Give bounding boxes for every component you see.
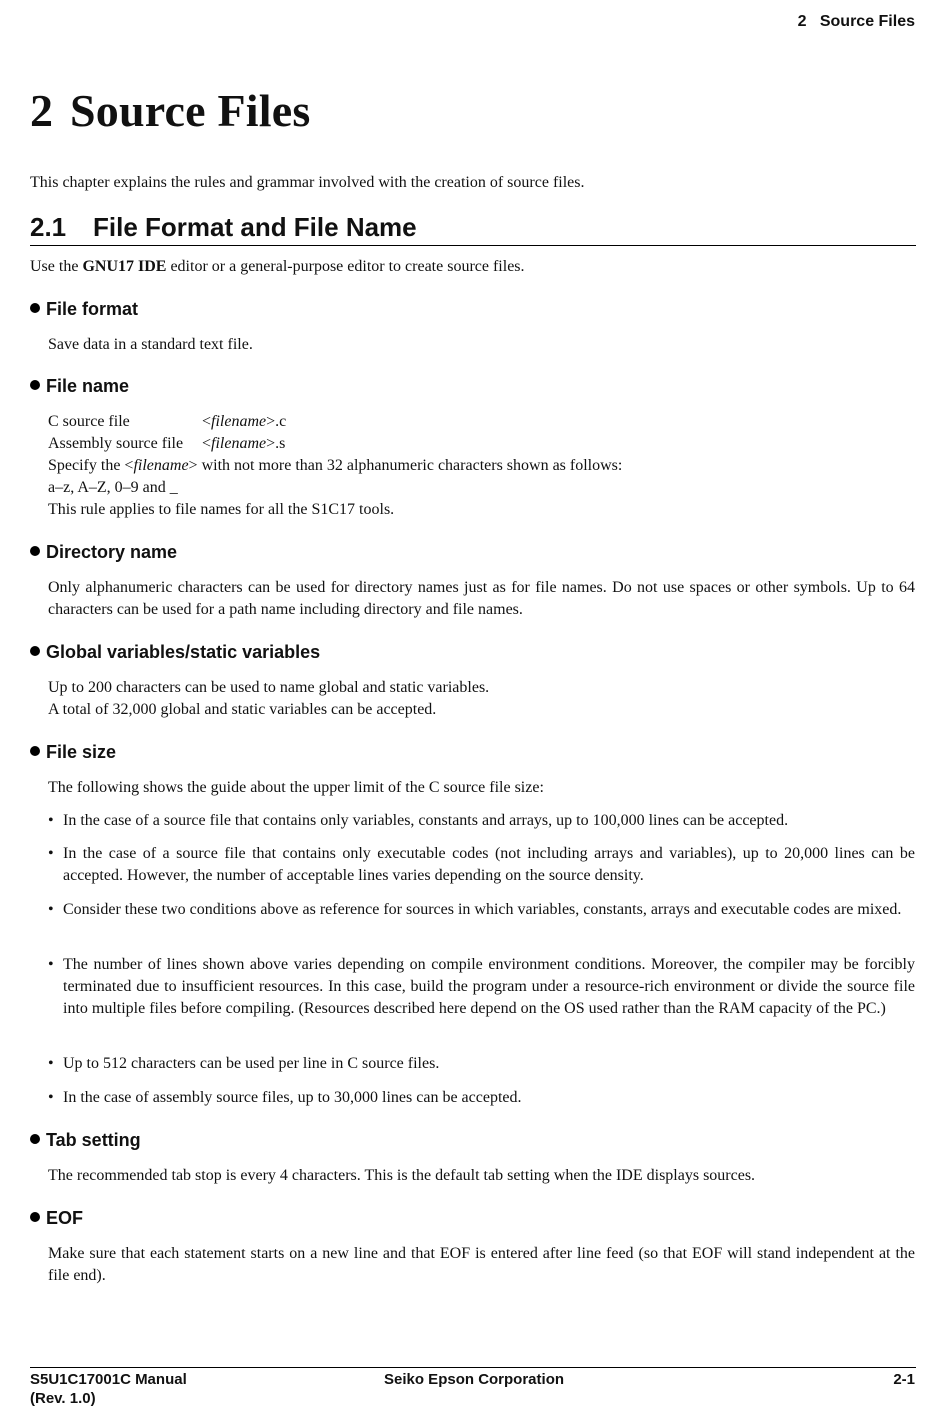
footer-manual: S5U1C17001C Manual [30, 1371, 187, 1388]
global-vars-line2: A total of 32,000 global and static variables can be accepted. [48, 701, 437, 718]
eof-heading [30, 1208, 83, 1229]
footer-page-number: 2-1 [893, 1371, 915, 1388]
chapter-title [30, 84, 310, 137]
global-vars-heading [30, 642, 320, 663]
list-item [48, 810, 915, 832]
chapter-number: 2 [30, 85, 54, 136]
list-item [48, 1087, 915, 1109]
bullet-dot-icon [30, 746, 40, 756]
bullet-icon: • [48, 1055, 54, 1072]
bullet-dot-icon [30, 380, 40, 390]
spec-post: > with not more than 32 alphanumeric characters shown as follows: [188, 457, 623, 474]
section-title-text: File Format and File Name [93, 212, 417, 242]
section-number: 2.1 [30, 212, 67, 242]
list-item [48, 1053, 915, 1075]
file-format-text: Save data in a standard text file. [48, 336, 253, 353]
tab-setting-heading-text: Tab setting [46, 1130, 141, 1150]
list-item [48, 899, 915, 921]
bullet-dot-icon [30, 646, 40, 656]
global-vars-heading-text: Global variables/static variables [46, 642, 321, 662]
file-name-spec [48, 455, 622, 477]
footer-divider [30, 1367, 916, 1368]
tab-setting-text: The recommended tab stop is every 4 characters. This is the default tab setting when the IDE displays sources. [48, 1167, 756, 1184]
bullet-dot-icon [30, 303, 40, 313]
directory-name-heading [30, 542, 177, 563]
file-size-heading [30, 742, 116, 763]
chapter-intro: This chapter explains the rules and grammar involved with the creation of source files. [30, 174, 585, 191]
file-name-chars: a–z, A–Z, 0–9 and _ [48, 479, 178, 496]
file-format-heading [30, 299, 138, 320]
file-name-row-asm [48, 433, 285, 455]
bullet-dot-icon [30, 1134, 40, 1144]
list-item [48, 843, 915, 887]
eof-heading-text: EOF [46, 1208, 84, 1228]
bullet-dot-icon [30, 546, 40, 556]
footer-company: Seiko Epson Corporation [384, 1371, 565, 1388]
section-intro-pre: Use the [30, 258, 83, 275]
file-size-heading-text: File size [46, 742, 117, 762]
list-item-text: In the case of a source file that contains only executable codes (not including arrays and variables), up to 20,000 lines can be accepted. However, the number of acceptable lines varies depending on the source density. [63, 845, 915, 884]
bullet-dot-icon [30, 1212, 40, 1222]
file-size-intro: The following shows the guide about the upper limit of the C source file size: [48, 779, 544, 796]
section-title [30, 212, 916, 246]
section-intro [30, 256, 525, 278]
tab-setting-heading [30, 1130, 141, 1151]
bullet-icon: • [48, 901, 54, 918]
file-name-rule: This rule applies to file names for all the S1C17 tools. [48, 501, 395, 518]
spec-italic: filename [133, 457, 189, 474]
section-intro-post: editor or a general-purpose editor to create source files. [166, 258, 525, 275]
file-name-heading-text: File name [46, 376, 130, 396]
row-value-pre: < [202, 413, 212, 430]
row-label: C source file [48, 413, 130, 430]
row-value-italic: filename [211, 435, 267, 452]
list-item-text: The number of lines shown above varies depending on compile environment conditions. Moreover, the compiler may be forcibly terminated due to insufficient resources. In this case, build the program under a resource-rich environment or divide the source file into multiple files before compiling. (Resources described here depend on the OS used rather than the RAM capacity of the PC.) [63, 956, 915, 1017]
chapter-title-text: Source Files [70, 85, 311, 136]
footer-revision: (Rev. 1.0) [30, 1390, 96, 1407]
list-item-text: In the case of assembly source files, up to 30,000 lines can be accepted. [63, 1089, 522, 1106]
list-item-text: Up to 512 characters can be used per line in C source files. [63, 1055, 440, 1072]
directory-name-text: Only alphanumeric characters can be used for directory names just as for file names. Do not use spaces or other symbols. Up to 64 characters can be used for a path name including directory and file names. [48, 579, 915, 618]
row-value-post: >.s [266, 435, 286, 452]
list-item-text: In the case of a source file that contains only variables, constants and arrays, up to 100,000 lines can be accepted. [63, 812, 789, 829]
section-intro-bold: GNU17 IDE [82, 258, 167, 275]
file-format-heading-text: File format [46, 299, 139, 319]
directory-name-heading-text: Directory name [46, 542, 178, 562]
list-item [48, 954, 915, 1020]
bullet-icon: • [48, 812, 54, 829]
spec-pre: Specify the < [48, 457, 134, 474]
file-name-heading [30, 376, 129, 397]
list-item-text: Consider these two conditions above as reference for sources in which variables, constants, arrays and executable codes are mixed. [63, 901, 902, 918]
row-value-pre: < [202, 435, 212, 452]
row-label: Assembly source file [48, 435, 184, 452]
bullet-icon: • [48, 1089, 54, 1106]
eof-text: Make sure that each statement starts on a new line and that EOF is entered after line feed (so that EOF will stand independent at the file end). [48, 1245, 915, 1284]
global-vars-line1: Up to 200 characters can be used to name global and static variables. [48, 679, 490, 696]
bullet-icon: • [48, 956, 54, 973]
row-value-italic: filename [211, 413, 267, 430]
bullet-icon: • [48, 845, 54, 862]
running-header: 2 Source Files [797, 13, 915, 30]
file-name-row-c [48, 411, 286, 433]
footer-left [30, 1370, 187, 1408]
row-value-post: >.c [266, 413, 287, 430]
